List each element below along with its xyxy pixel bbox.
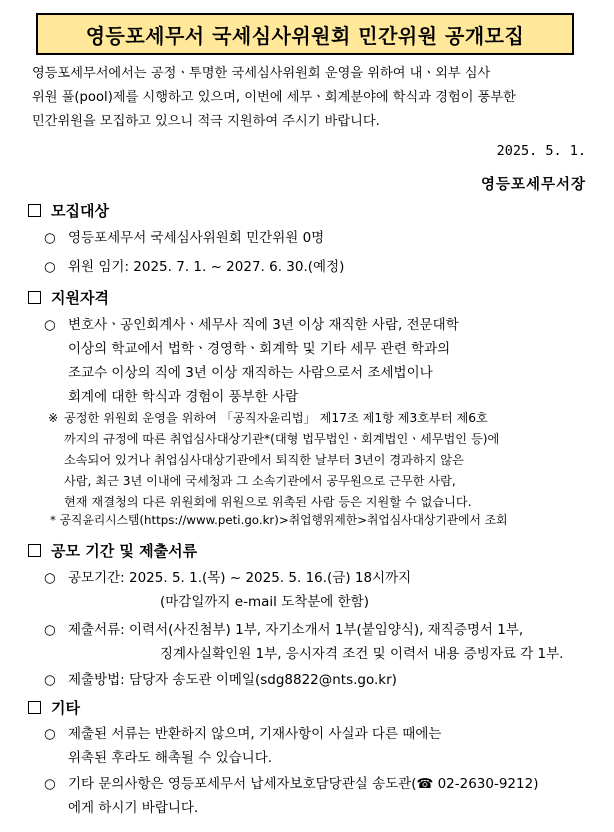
list-item-text <box>68 313 586 409</box>
intro-line: 민간위원을 모집하고 있으니 적극 지원하여 주시기 바랍니다. <box>32 114 380 129</box>
list-item <box>44 618 586 666</box>
list-item-text: 제출방법: 담당자 송도관 이메일(sdg8822@nts.go.kr) <box>68 672 397 688</box>
list-item <box>44 722 586 770</box>
list-item <box>44 668 586 692</box>
list-item-text <box>68 566 586 614</box>
note-line: 까지의 규정에 따른 취업심사대상기관*(대형 법무법인ㆍ회계법인ㆍ세무법인 등)에 <box>64 432 500 446</box>
text-line: 제출서류: 이력서(사진첨부) 1부, 자기소개서 1부(붙임양식), 재직증명서 1부, <box>68 622 524 638</box>
list-item-text: 영등포세무서 국세심사위원회 민간위원 0명 <box>68 230 325 246</box>
list-item-text <box>68 722 586 770</box>
circle-bullet-icon: ○ <box>44 317 56 333</box>
text-line: 조교수 이상의 직에 3년 이상 재직하는 사람으로서 조세법이나 <box>68 365 433 381</box>
checkbox-square-icon <box>28 291 41 304</box>
circle-bullet-icon: ○ <box>44 672 56 688</box>
text-line: 제출된 서류는 반환하지 않으며, 기재사항이 사실과 다른 때에는 <box>68 726 442 742</box>
circle-bullet-icon: ○ <box>44 230 56 246</box>
issuing-office: 영등포세무서장 <box>480 176 586 193</box>
list-item-text <box>68 772 586 820</box>
section-heading-period <box>28 540 197 561</box>
section-heading-recruit <box>28 200 109 221</box>
list-item <box>44 772 586 820</box>
notice-date: 2025. 5. 1. <box>496 143 586 159</box>
section-heading-etc <box>28 697 80 718</box>
reference-footnote: * 공직윤리시스템(https://www.peti.go.kr)>취업행위제한>취업심사대상기관에서 조회 <box>50 513 508 527</box>
list-item <box>44 255 586 279</box>
list-item-text: 위원 임기: 2025. 7. 1. ~ 2027. 6. 30.(예정) <box>68 259 345 275</box>
list-item-text <box>68 618 586 666</box>
section-heading-text: 지원자격 <box>51 289 109 307</box>
text-line: 에게 하시기 바랍니다. <box>68 800 199 816</box>
intro-line: 위원 풀(pool)제를 시행하고 있으며, 이번에 세무ㆍ회계분야에 학식과 경험이 풍부한 <box>32 90 516 105</box>
section-heading-qualification <box>28 287 109 308</box>
checkbox-square-icon <box>28 701 41 714</box>
circle-bullet-icon: ○ <box>44 259 56 275</box>
note-line: 공정한 위원회 운영을 위하여 「공직자윤리법」 제17조 제1항 제3호부터 제6호 <box>64 411 488 425</box>
note-line: 사람, 최근 3년 이내에 국세청과 그 소속기관에서 공무원으로 근무한 사람, <box>64 474 456 488</box>
intro-line: 영등포세무서에서는 공정ㆍ투명한 국세심사위원회 운영을 위하여 내ㆍ외부 심사 <box>32 66 491 81</box>
eligibility-note <box>48 408 588 513</box>
reference-mark-icon: ※ <box>48 411 59 425</box>
note-line: 소속되어 있거나 취업심사대상기관에서 퇴직한 날부터 3년이 경과하지 않은 <box>64 453 464 467</box>
text-line: 이상의 학교에서 법학ㆍ경영학ㆍ회계학 및 기타 세무 관련 학과의 <box>68 341 451 357</box>
text-line: (마감일까지 e-mail 도착분에 한함) <box>160 594 369 610</box>
list-item <box>44 566 586 614</box>
circle-bullet-icon: ○ <box>44 570 56 586</box>
note-line: 현재 재결청의 다른 위원회에 위원으로 위촉된 사람 등은 지원할 수 없습니다. <box>64 495 472 509</box>
list-item <box>44 313 586 409</box>
text-line: 공모기간: 2025. 5. 1.(목) ~ 2025. 5. 16.(금) 18시까지 <box>68 570 412 586</box>
text-line: 위촉된 후라도 해촉될 수 있습니다. <box>68 750 273 766</box>
intro-paragraph <box>32 62 584 134</box>
section-heading-text: 모집대상 <box>51 202 109 220</box>
checkbox-square-icon <box>28 544 41 557</box>
text-line: 변호사ㆍ공인회계사ㆍ세무사 직에 3년 이상 재직한 사람, 전문대학 <box>68 317 459 333</box>
section-heading-text: 공모 기간 및 제출서류 <box>51 542 198 560</box>
text-line: 회계에 대한 학식과 경험이 풍부한 사람 <box>68 389 299 405</box>
list-item <box>44 226 586 250</box>
circle-bullet-icon: ○ <box>44 776 56 792</box>
circle-bullet-icon: ○ <box>44 622 56 638</box>
section-heading-text: 기타 <box>51 699 80 717</box>
checkbox-square-icon <box>28 204 41 217</box>
text-line: 징계사실확인원 1부, 응시자격 조건 및 이력서 내용 증빙자료 각 1부. <box>160 646 564 662</box>
text-line: 기타 문의사항은 영등포세무서 납세자보호담당관실 송도관(☎ 02-2630-9212) <box>68 776 539 792</box>
circle-bullet-icon: ○ <box>44 726 56 742</box>
page-title: 영등포세무서 국세심사위원회 민간위원 공개모집 <box>36 13 574 55</box>
